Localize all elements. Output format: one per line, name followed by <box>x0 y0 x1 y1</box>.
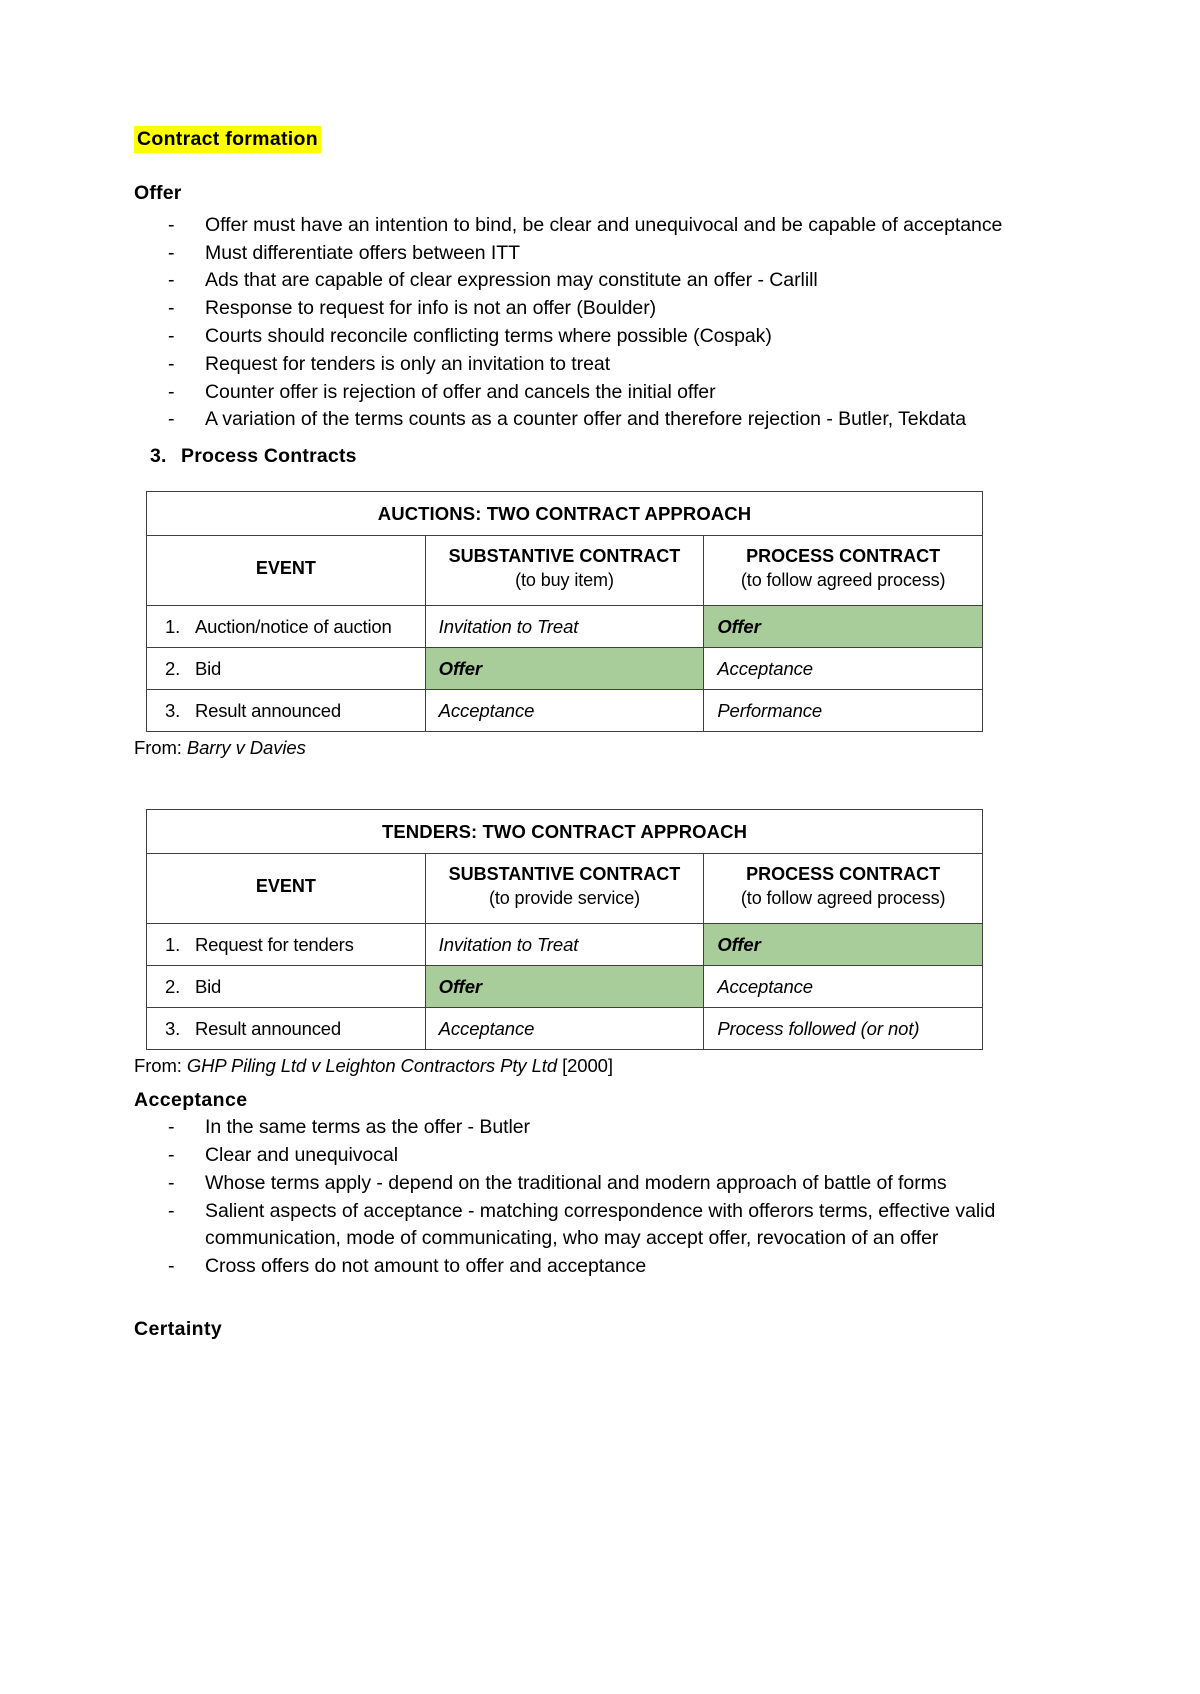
column-header-substantive <box>425 536 704 606</box>
bullet-dash: - <box>168 380 175 403</box>
auctions-table-wrap <box>134 491 1039 760</box>
acceptance-heading: Acceptance <box>134 1089 248 1112</box>
tenders-table-caption: TENDERS: TWO CONTRACT APPROACH <box>147 810 983 854</box>
list-item <box>134 240 1039 267</box>
list-item <box>134 1198 1039 1253</box>
list-item-text: Ads that are capable of clear expression may constitute an offer - Carlill <box>205 269 818 292</box>
row-number: 1. <box>165 615 181 637</box>
list-item-text: Clear and unequivocal <box>205 1143 398 1166</box>
column-header-process <box>704 854 983 924</box>
tenders-source-line <box>134 1054 1039 1078</box>
list-item-text: Courts should reconcile conflicting terms where possible (Cospak) <box>205 325 772 347</box>
event-cell <box>147 924 426 966</box>
bullet-dash: - <box>168 269 175 292</box>
event-label: Bid <box>195 657 222 679</box>
document-content <box>134 126 1039 1341</box>
acceptance-bullet-list <box>134 1114 1039 1280</box>
row-number: 1. <box>165 933 181 955</box>
table-header-row <box>147 536 983 606</box>
column-header-title: PROCESS CONTRACT <box>746 545 941 566</box>
table-caption-row <box>147 492 983 536</box>
row-number: 3. <box>165 1017 181 1039</box>
event-label: Result announced <box>195 1017 341 1039</box>
column-header-title: SUBSTANTIVE CONTRACT <box>448 545 681 566</box>
auctions-source-line <box>134 736 1039 760</box>
source-year: [2000] <box>562 1055 613 1077</box>
list-item-text: Must differentiate offers between ITT <box>205 241 521 264</box>
list-item <box>134 1142 1039 1169</box>
list-item <box>134 1253 1039 1280</box>
bullet-dash: - <box>168 1143 175 1166</box>
event-cell <box>147 648 426 690</box>
bullet-dash: - <box>168 1199 175 1222</box>
list-item-text: Cross offers do not amount to offer and acceptance <box>205 1254 647 1277</box>
table-header-row <box>147 854 983 924</box>
row-number: 2. <box>165 975 181 997</box>
table-row <box>147 1008 983 1050</box>
page-title: Contract formation <box>134 126 321 153</box>
event-cell <box>147 606 426 648</box>
source-case-name: GHP Piling Ltd v Leighton Contractors Pty Ltd <box>186 1055 558 1077</box>
bullet-dash: - <box>168 213 175 236</box>
tenders-table <box>146 809 983 1050</box>
list-item <box>134 406 1039 433</box>
heading-label: Process Contracts <box>181 444 357 467</box>
list-item-text: Offer must have an intention to bind, be clear and unequivocal and be capable of acceptance <box>205 213 1003 236</box>
event-label: Result announced <box>195 699 341 721</box>
bullet-dash: - <box>168 1116 175 1139</box>
process-cell: Acceptance <box>704 966 983 1008</box>
column-header-title: PROCESS CONTRACT <box>746 863 941 884</box>
list-item <box>134 1114 1039 1141</box>
event-label: Request for tenders <box>195 933 354 955</box>
event-cell <box>147 966 426 1008</box>
column-header-event <box>147 854 426 924</box>
bullet-dash: - <box>168 297 175 320</box>
auctions-table-caption: AUCTIONS: TWO CONTRACT APPROACH <box>147 492 983 536</box>
process-cell: Acceptance <box>704 648 983 690</box>
row-number: 2. <box>165 657 181 679</box>
list-item <box>134 1170 1039 1197</box>
row-number: 3. <box>165 699 181 721</box>
source-prefix: From: <box>134 1055 182 1077</box>
list-item <box>134 267 1039 294</box>
column-header-title: SUBSTANTIVE CONTRACT <box>448 863 681 884</box>
list-item-text: Salient aspects of acceptance - matching correspondence with offerors terms, effective valid communication, mode of communicating, who may accept offer, revocation of an offer <box>205 1199 996 1249</box>
table-row <box>147 966 983 1008</box>
bullet-dash: - <box>168 1171 175 1194</box>
process-cell: Performance <box>704 690 983 732</box>
process-contracts-heading <box>150 445 1039 468</box>
bullet-dash: - <box>168 408 175 431</box>
list-item-text: Whose terms apply - depend on the traditional and modern approach of battle of forms <box>205 1171 947 1194</box>
process-cell: Offer <box>704 924 983 966</box>
bullet-dash: - <box>168 352 175 375</box>
event-label: Auction/notice of auction <box>195 615 392 637</box>
list-item-text: Request for tenders is only an invitation to treat <box>205 352 611 375</box>
list-item-text: A variation of the terms counts as a counter offer and therefore rejection - Butler, Tekdata <box>205 408 967 431</box>
bullet-dash: - <box>168 1254 175 1277</box>
table-row <box>147 690 983 732</box>
event-cell <box>147 1008 426 1050</box>
column-header-subtitle: (to buy item) <box>515 569 614 590</box>
bullet-dash: - <box>168 325 175 347</box>
source-case-name: Barry v Davies <box>186 737 306 759</box>
column-header-subtitle: (to follow agreed process) <box>740 569 946 590</box>
list-item <box>134 379 1039 406</box>
column-header-title: EVENT <box>255 875 316 896</box>
list-item <box>134 351 1039 378</box>
substantive-cell: Offer <box>425 966 704 1008</box>
event-label: Bid <box>195 975 222 997</box>
list-item-text: Counter offer is rejection of offer and cancels the initial offer <box>205 380 716 403</box>
table-row <box>147 606 983 648</box>
list-item <box>134 212 1039 239</box>
column-header-title: EVENT <box>255 557 316 578</box>
auctions-table <box>146 491 983 732</box>
list-item <box>134 323 1039 350</box>
substantive-cell: Invitation to Treat <box>425 924 704 966</box>
bullet-dash: - <box>168 241 175 264</box>
substantive-cell: Invitation to Treat <box>425 606 704 648</box>
column-header-event <box>147 536 426 606</box>
certainty-heading: Certainty <box>134 1317 223 1340</box>
event-cell <box>147 690 426 732</box>
table-row <box>147 648 983 690</box>
column-header-substantive <box>425 854 704 924</box>
table-caption-row <box>147 810 983 854</box>
process-cell: Offer <box>704 606 983 648</box>
offer-bullet-list <box>134 212 1039 434</box>
column-header-process <box>704 536 983 606</box>
offer-heading: Offer <box>134 182 182 205</box>
substantive-cell: Acceptance <box>425 690 704 732</box>
column-header-subtitle: (to provide service) <box>488 887 641 908</box>
process-cell: Process followed (or not) <box>704 1008 983 1050</box>
substantive-cell: Acceptance <box>425 1008 704 1050</box>
column-header-subtitle: (to follow agreed process) <box>740 887 946 908</box>
source-prefix: From: <box>134 737 182 759</box>
table-row <box>147 924 983 966</box>
substantive-cell: Offer <box>425 648 704 690</box>
list-item-text: In the same terms as the offer - Butler <box>205 1116 530 1139</box>
heading-number: 3. <box>150 444 167 467</box>
list-item-text: Response to request for info is not an offer (Boulder) <box>205 297 657 320</box>
tenders-table-wrap <box>134 809 1039 1078</box>
list-item <box>134 295 1039 322</box>
